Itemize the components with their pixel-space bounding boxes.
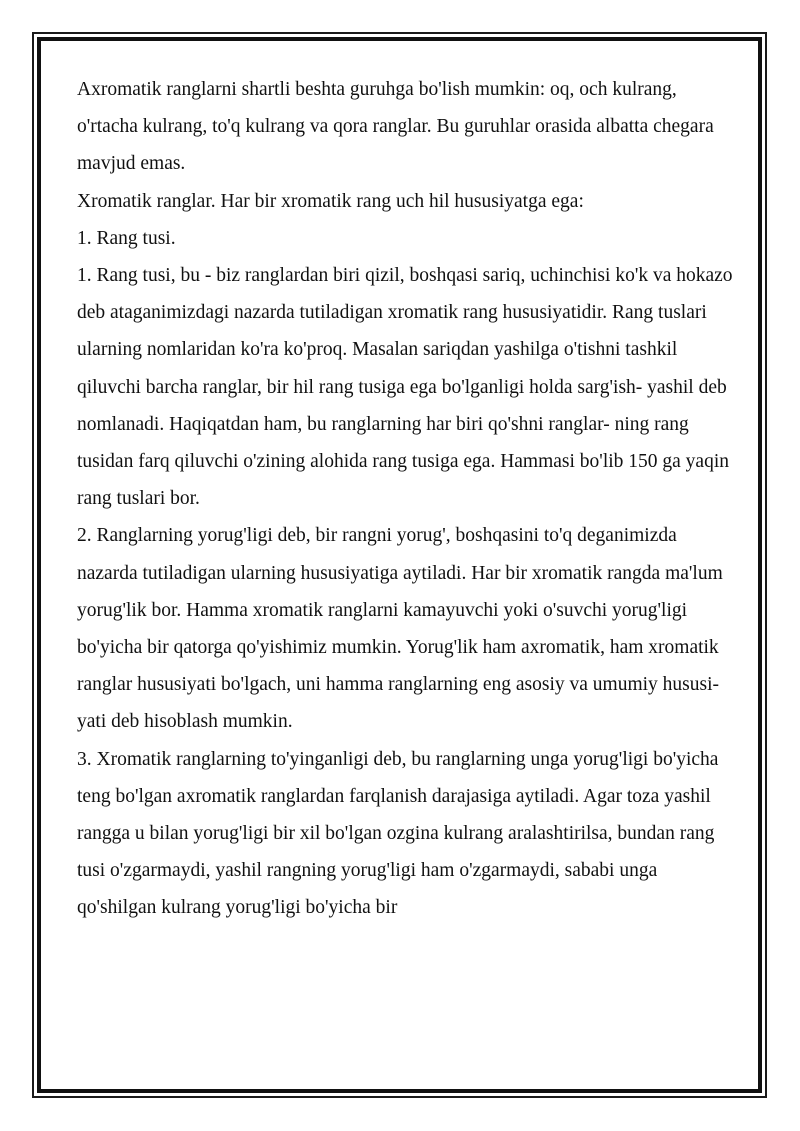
paragraph-hue: 1. Rang tusi, bu - biz ranglardan biri qizil, boshqasi sariq, uchinchisi ko'k va hokazo deb ataganimizdagi nazarda tutiladigan xromatik rang hususiyatidir. Rang tuslari ularning nomlaridan ko'ra ko'proq. Masalan sariqdan yashilga o'tishni tashkil qiluvchi barcha ranglar, bir hil rang tusiga ega bo'lganligi holda sarg'ish- yashil deb nomlanadi. Haqiqatdan ham, bu ranglarning har biri qo'shni ranglar- ning rang tusidan farq qiluvchi o'zining alohida rang tusiga ega. Hammasi bo'lib 150 ga yaqin rang tuslari bor. [77, 265, 733, 510]
paragraph-hue-heading: 1. Rang tusi. [77, 227, 176, 249]
paragraph-saturation: 3. Xromatik ranglarning to'yinganligi deb, bu ranglarning unga yorug'ligi bo'yicha teng bo'lgan axromatik ranglardan farqlanish darajasiga aytiladi. Agar toza yashil rangga u bilan yorug'ligi bir xil bo'lgan ozgina kulrang aralashtirilsa, bundan rang tusi o'zgarmaydi, yashil rangning yorug'ligi ham o'zgarmaydi, sababi unga qo'shilgan kulrang yorug'ligi bo'yicha bir [77, 748, 719, 919]
paragraph-lightness: 2. Ranglarning yorug'ligi deb, bir rangni yorug', boshqasini to'q deganimizda nazarda tutiladigan ularning hususiyatiga aytiladi. Har bir xromatik rangda ma'lum yorug'lik bor. Hamma xromatik ranglarni kamayuvchi yoki o'suvchi yorug'ligi bo'yicha bir qatorga qo'yishimiz mumkin. Yorug'lik ham axromatik, ham xromatik ranglar hususiyati bo'lgach, uni hamma ranglarning eng asosiy va umumiy hususi-yati deb hisoblash mumkin. [77, 525, 723, 733]
paragraph-achromatic-groups: Axromatik ranglarni shartli beshta guruhga bo'lish mumkin: oq, och kulrang, o'rtacha kulrang, to'q kulrang va qora ranglar. Bu guruhlar orasida albatta chegara mavjud emas. [77, 79, 714, 175]
document-body [77, 71, 737, 927]
paragraph-chromatic-intro: Xromatik ranglar. Har bir xromatik rang uch hil hususiyatga ega: [77, 190, 584, 212]
